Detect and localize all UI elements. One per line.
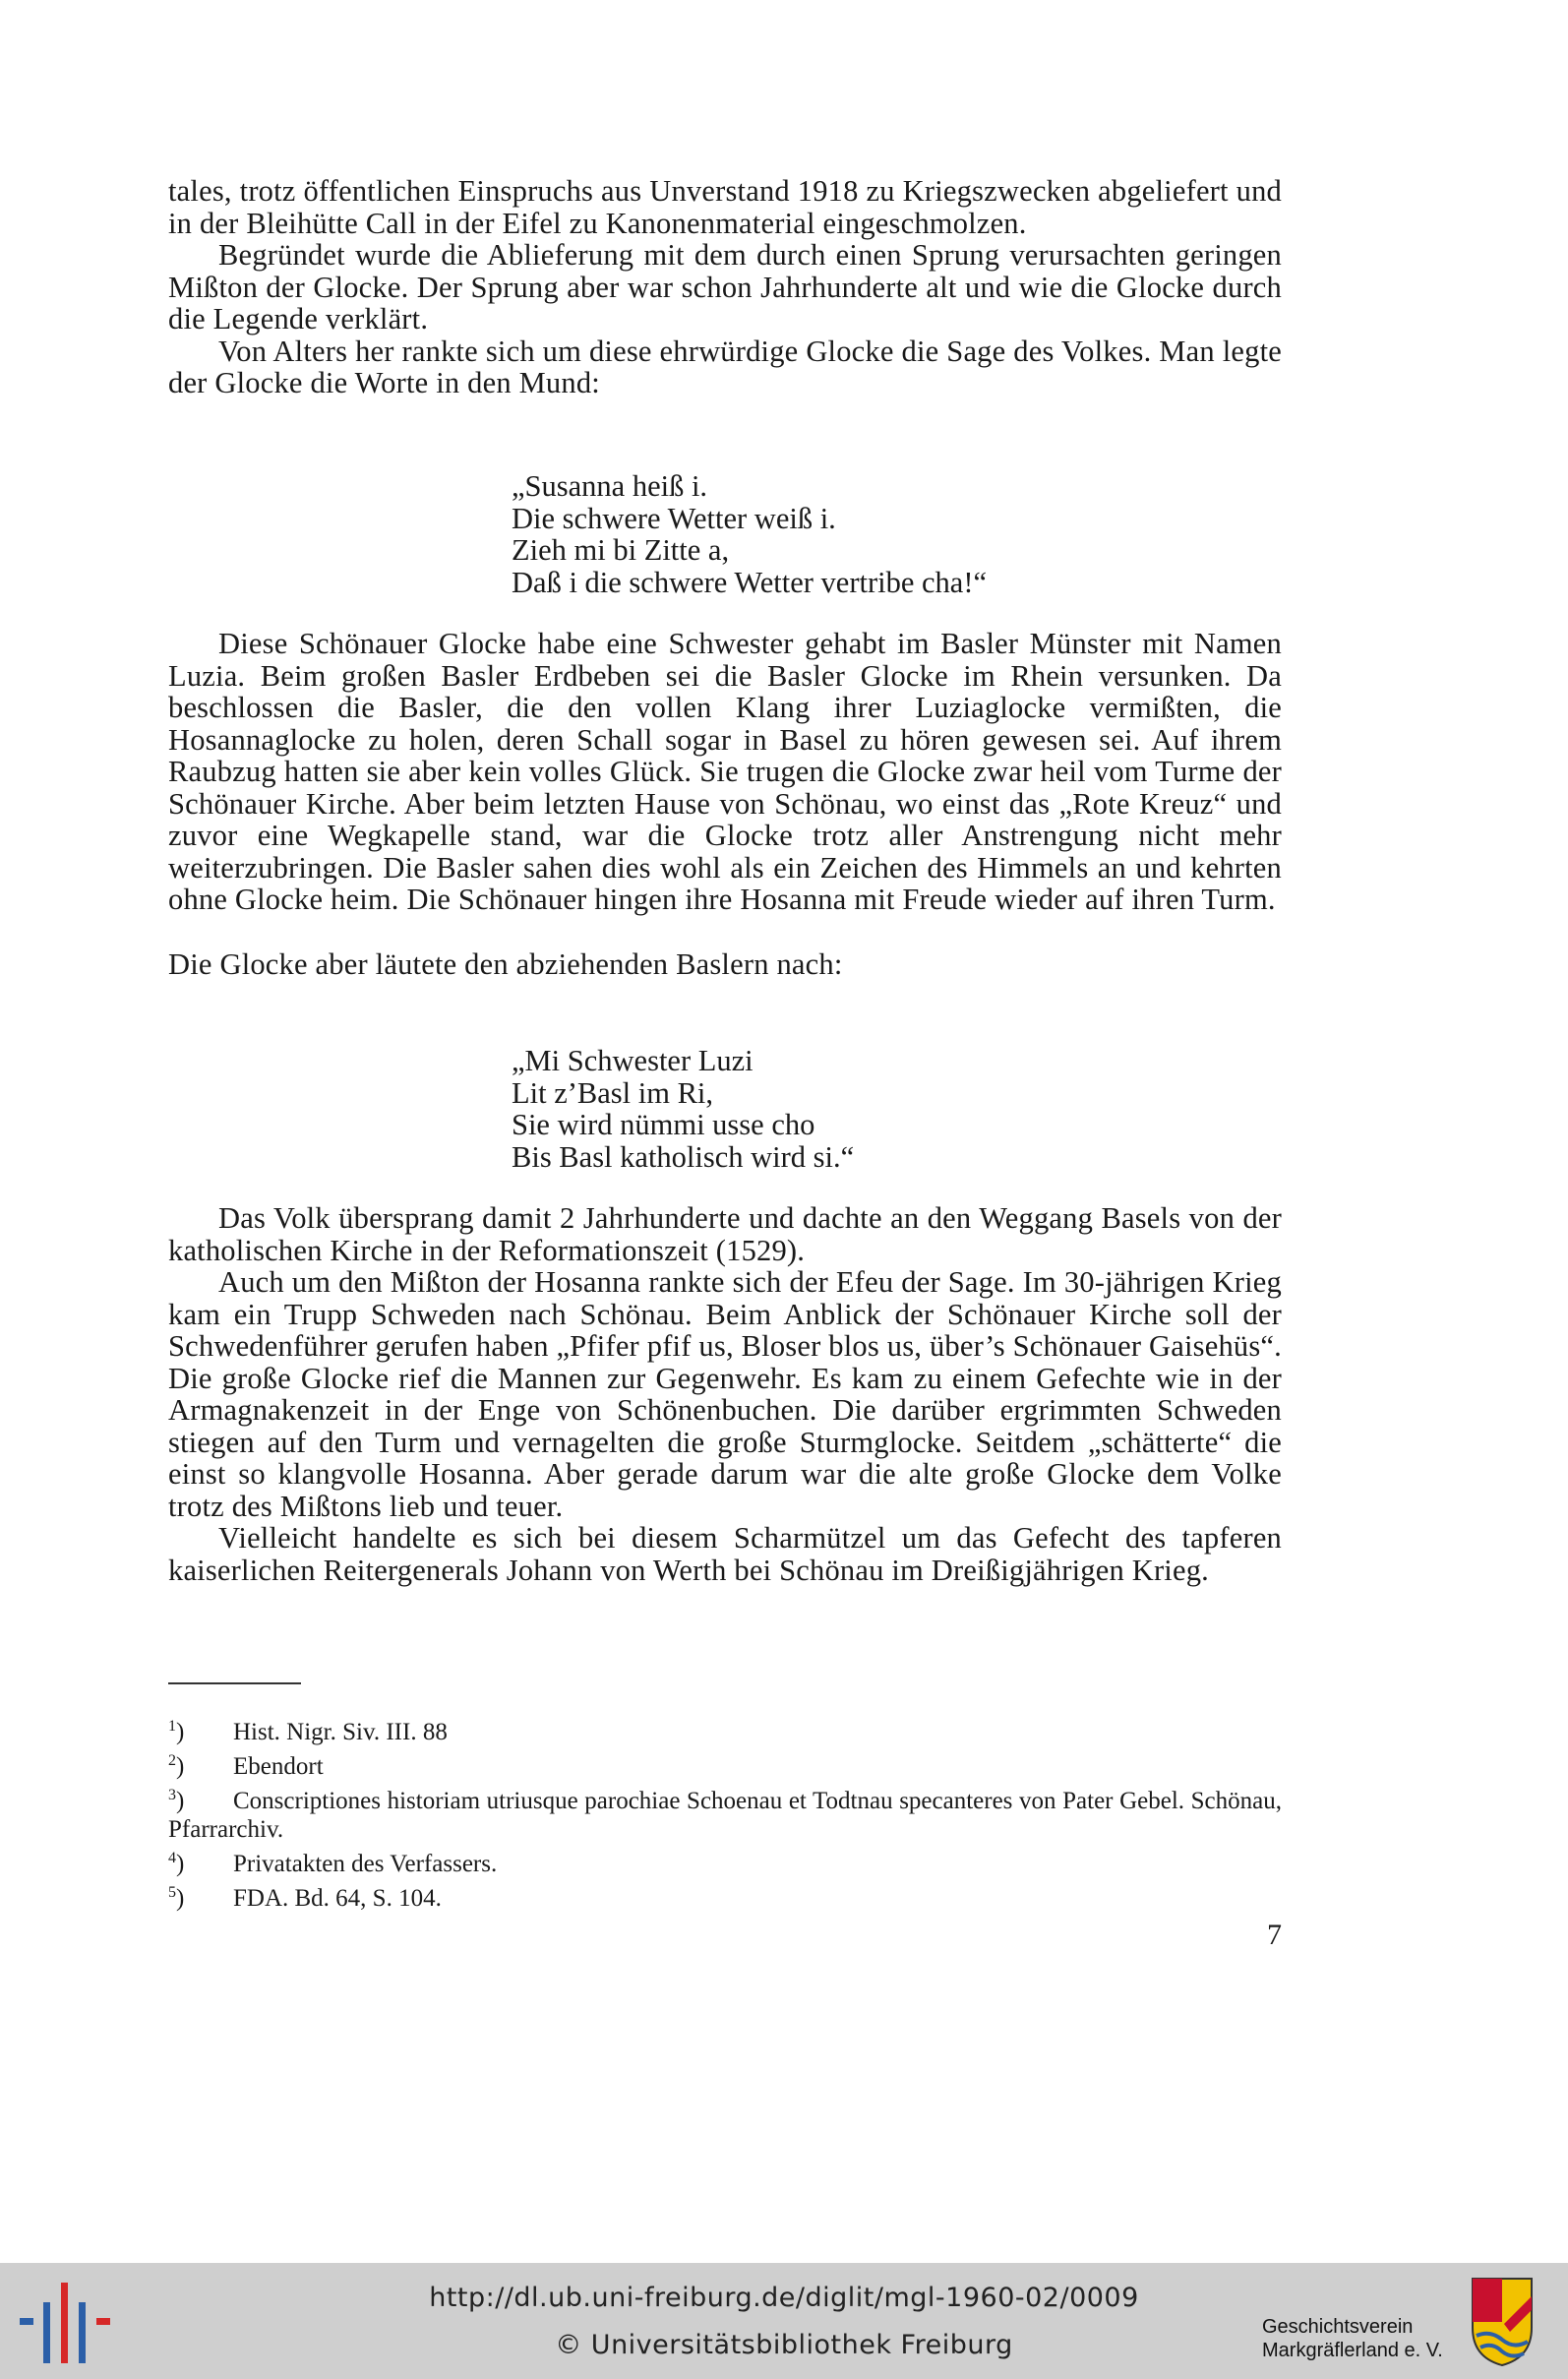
- verse-line: „Mi Schwester Luzi: [512, 1044, 754, 1077]
- page-number: 7: [1267, 1919, 1282, 1951]
- text-block-bottom: [168, 1202, 1282, 1586]
- verse-line: Lit z’Basl im Ri,: [512, 1075, 714, 1110]
- verse-line: Zieh mi bi Zitte a,: [512, 533, 730, 567]
- paragraph-3: Von Alters her rankte sich um diese ehrwürdige Glocke die Sage des Volkes. Man legte der Glocke die Worte in den Mund:: [168, 334, 1282, 399]
- verse-line: Sie wird nümmi usse cho: [512, 1108, 815, 1141]
- footnote-2: $^2$) Ebendort: [168, 1752, 324, 1780]
- footnote-4: $^4$) Privatakten des Verfassers.: [168, 1850, 498, 1877]
- verse-line: Die schwere Wetter weiß i.: [512, 501, 836, 535]
- copyright-text: © Universitätsbibliothek Freiburg: [555, 2330, 1013, 2360]
- document-url-link[interactable]: http://dl.ub.uni-freiburg.de/diglit/mgl-1960-02/0009: [429, 2283, 1139, 2313]
- paragraph-7: Auch um den Mißton der Hosanna rankte sich der Efeu der Sage. Im 30-jährigen Krieg kam ein Trupp Schweden nach Schönau. Beim Anblick der Schönauer Kirche soll der Schwedenführer gerufen haben „Pfifer pfif us, Bloser blos us, über’s Schönauer Gaisehüs“. Die große Glocke rief die Mannen zur Gegenwehr. Es kam zu einem Gefechte wie in der Armagnakenzeit in der Enge von Schönenbuchen. Die darüber ergrimmten Schweden stiegen auf den Turm und vernagelten die große Sturmglocke. Seitdem „schätterte“ die einst so klangvolle Hosanna. Aber gerade darum war die alte große Glocke dem Volke trotz des Mißtons lieb und teuer.: [168, 1265, 1282, 1523]
- verse-line: „Susanna heiß i.: [512, 469, 708, 503]
- verse-susanna: [512, 470, 987, 598]
- coat-of-arms-icon: [1471, 2277, 1534, 2367]
- society-line-2: Markgräflerland e. V.: [1262, 2340, 1443, 2361]
- society-name: [1262, 2315, 1443, 2362]
- text-block-mid: [168, 628, 1282, 980]
- paragraph-4: Diese Schönauer Glocke habe eine Schwester gehabt im Basler Münster mit Namen Luzia. Beim großen Basler Erdbeben sei die Basler Glocke im Rhein versunken. Da beschlossen die Basler, die den vollen Klang ihrer Luziaglocke vermißten, die Hosannaglocke zu holen, deren Schall sogar in Basel zu hören gewesen sei. Auf ihrem Raubzug hatten sie aber kein volles Glück. Sie trugen die Glocke zwar heil vom Turme der Schönauer Kirche. Aber beim letzten Hause von Schönau, wo einst das „Rote Kreuz“ und zuvor eine Wegkapelle stand, war die Glocke trotz aller Anstrengung nicht mehr weiterzubringen. Die Basler sahen dies wohl als ein Zeichen des Himmels an und kehrten ohne Glocke heim. Die Schönauer hingen ihre Hosanna mit Freude wieder auf ihren Turm.: [168, 627, 1282, 916]
- footnote-rule: [168, 1682, 301, 1684]
- verse-luzi: [512, 1045, 854, 1173]
- footnote-1: $^1$) Hist. Nigr. Siv. III. 88: [168, 1718, 448, 1745]
- verse-line: Bis Basl katholisch wird si.“: [512, 1139, 855, 1174]
- paragraph-6: Das Volk übersprang damit 2 Jahrhunderte und dachte an den Weggang Basels von der katholischen Kirche in der Reformationszeit (1529).: [168, 1201, 1282, 1267]
- paragraph-2: Begründet wurde die Ablieferung mit dem durch einen Sprung verursachten geringen Mißton der Glocke. Der Sprung aber war schon Jahrhunderte alt und wie die Glocke durch die Legende verklärt.: [168, 238, 1282, 336]
- footnotes: [168, 1712, 1282, 1913]
- paragraph-1: tales, trotz öffentlichen Einspruchs aus Unverstand 1918 zu Kriegszwecken abgeliefert und in der Bleihütte Call in der Eifel zu Kanonenmaterial eingeschmolzen.: [168, 174, 1282, 240]
- footer-bar: [0, 2263, 1568, 2379]
- footnote-3: $^3$) Conscriptiones historiam utriusque parochiae Schoenau et Todtnau specanteres von Pater Gebel. Schönau, Pfarrarchiv.: [168, 1787, 1282, 1843]
- verse-line: Daß i die schwere Wetter vertribe cha!“: [512, 565, 988, 599]
- text-block-top: [168, 175, 1282, 399]
- footnote-5: $^5$) FDA. Bd. 64, S. 104.: [168, 1884, 442, 1912]
- society-line-1: Geschichtsverein: [1262, 2316, 1414, 2338]
- paragraph-8: Vielleicht handelte es sich bei diesem Scharmützel um das Gefecht des tapferen kaiserlichen Reitergenerals Johann von Werth bei Schönau im Dreißigjährigen Krieg.: [168, 1521, 1282, 1587]
- paragraph-5: Die Glocke aber läutete den abziehenden Baslern nach:: [168, 946, 843, 981]
